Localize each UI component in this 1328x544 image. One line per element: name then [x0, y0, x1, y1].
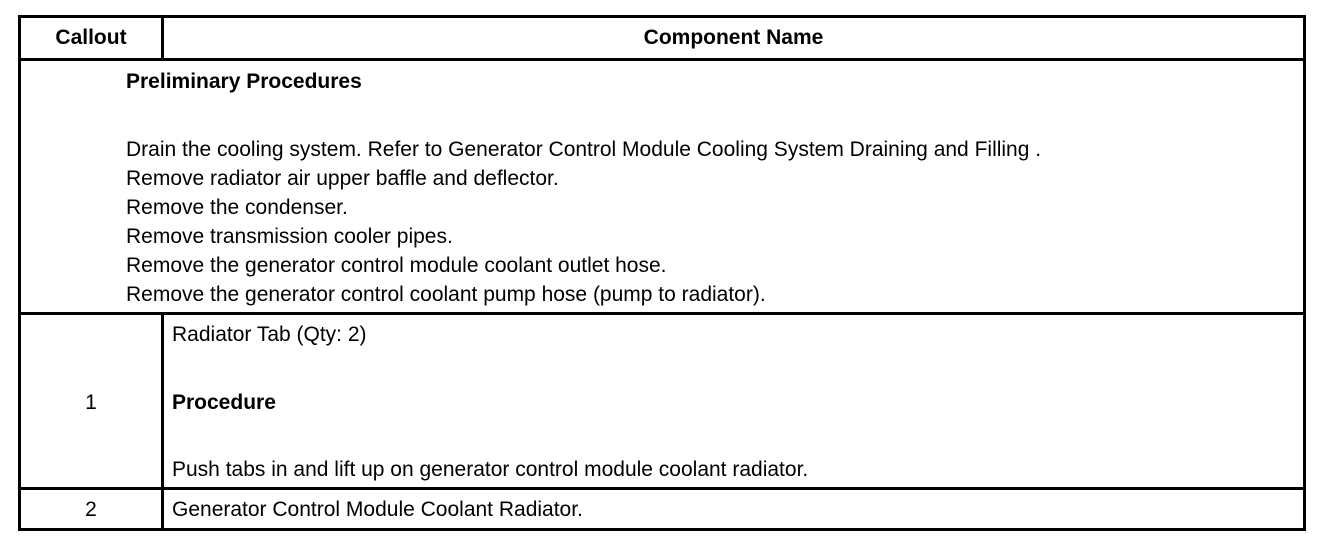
- row-2-column-divider: [161, 487, 164, 528]
- preliminary-divider: [21, 312, 1303, 315]
- preliminary-step: Remove the generator control module coolant outlet hose.: [126, 254, 667, 277]
- preliminary-step: Remove radiator air upper baffle and deflector.: [126, 167, 559, 190]
- row-1-name: Radiator Tab (Qty: 2): [172, 323, 367, 346]
- callout-header: Callout: [55, 26, 127, 49]
- row-1-column-divider: [161, 312, 164, 490]
- preliminary-title: Preliminary Procedures: [126, 70, 362, 93]
- preliminary-step: Remove the condenser.: [126, 196, 348, 219]
- preliminary-step: Drain the cooling system. Refer to Generator Control Module Cooling System Draining and Filling .: [126, 138, 1042, 161]
- preliminary-step: Remove the generator control coolant pump hose (pump to radiator).: [126, 283, 766, 306]
- header-divider: [21, 58, 1303, 61]
- component-name-header: Component Name: [643, 26, 824, 49]
- row-1-divider: [21, 487, 1303, 490]
- row-2-name: Generator Control Module Coolant Radiator.: [172, 498, 583, 521]
- row-1-procedure-text: Push tabs in and lift up on generator control module coolant radiator.: [172, 458, 809, 481]
- row-1-procedure-title: Procedure: [172, 391, 276, 414]
- row-2-callout: 2: [85, 498, 97, 521]
- preliminary-step: Remove transmission cooler pipes.: [126, 225, 453, 248]
- component-table: [18, 15, 1306, 531]
- row-1-callout: 1: [85, 391, 97, 414]
